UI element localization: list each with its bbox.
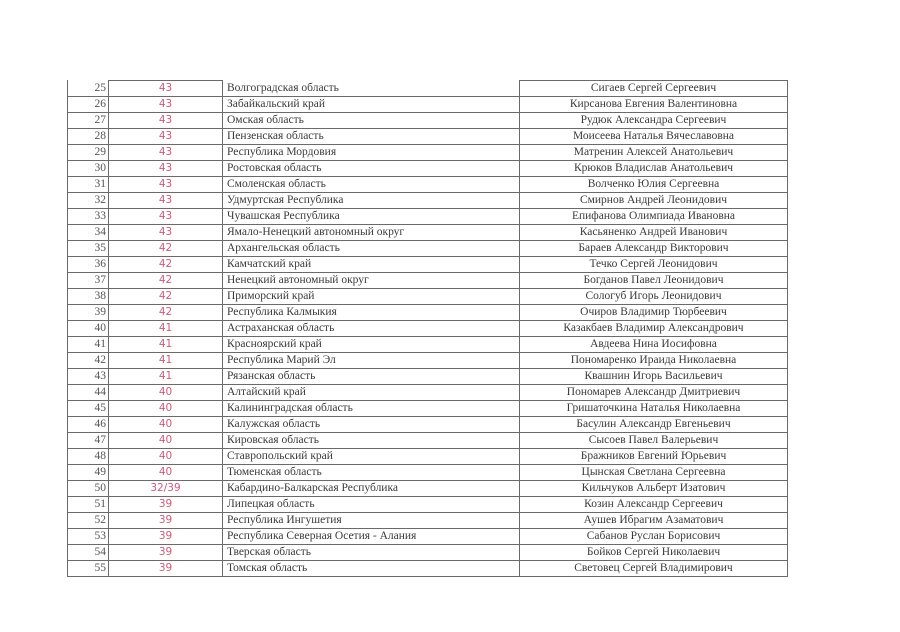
table-row — [68, 257, 788, 273]
score-cell: 43 — [109, 97, 223, 113]
person-name-cell: Сигаев Сергей Сергеевич — [520, 81, 788, 97]
person-name-cell: Касьяненко Андрей Иванович — [520, 225, 788, 241]
region-cell: Тверская область — [223, 545, 520, 561]
score-cell: 40 — [109, 401, 223, 417]
region-cell: Республика Марий Эл — [223, 353, 520, 369]
person-name-cell: Богданов Павел Леонидович — [520, 273, 788, 289]
region-cell: Кабардино-Балкарская Республика — [223, 481, 520, 497]
row-number: 35 — [68, 241, 109, 257]
score-cell: 40 — [109, 385, 223, 401]
region-cell: Приморский край — [223, 289, 520, 305]
score-cell: 43 — [109, 193, 223, 209]
score-cell: 43 — [109, 113, 223, 129]
table-row — [68, 417, 788, 433]
table-row — [68, 145, 788, 161]
region-cell: Волгоградская область — [223, 81, 520, 97]
row-number: 45 — [68, 401, 109, 417]
score-cell: 39 — [109, 545, 223, 561]
person-name-cell: Казакбаев Владимир Александрович — [520, 321, 788, 337]
region-cell: Тюменская область — [223, 465, 520, 481]
table-row — [68, 385, 788, 401]
region-cell: Ненецкий автономный округ — [223, 273, 520, 289]
row-number: 27 — [68, 113, 109, 129]
region-cell: Республика Ингушетия — [223, 513, 520, 529]
table-row — [68, 161, 788, 177]
region-cell: Камчатский край — [223, 257, 520, 273]
region-cell: Калининградская область — [223, 401, 520, 417]
region-cell: Кировская область — [223, 433, 520, 449]
table-row — [68, 337, 788, 353]
row-number: 50 — [68, 481, 109, 497]
table-row — [68, 129, 788, 145]
table-row — [68, 241, 788, 257]
row-number: 47 — [68, 433, 109, 449]
row-number: 43 — [68, 369, 109, 385]
table-row — [68, 449, 788, 465]
table-row — [68, 401, 788, 417]
row-number: 31 — [68, 177, 109, 193]
score-cell: 39 — [109, 497, 223, 513]
region-cell: Алтайский край — [223, 385, 520, 401]
row-number: 46 — [68, 417, 109, 433]
score-cell: 39 — [109, 561, 223, 577]
score-cell: 39 — [109, 513, 223, 529]
person-name-cell: Басулин Александр Евгеньевич — [520, 417, 788, 433]
table-row — [68, 545, 788, 561]
region-cell: Томская область — [223, 561, 520, 577]
region-cell: Красноярский край — [223, 337, 520, 353]
row-number: 36 — [68, 257, 109, 273]
person-name-cell: Волченко Юлия Сергеевна — [520, 177, 788, 193]
row-number: 51 — [68, 497, 109, 513]
row-number: 28 — [68, 129, 109, 145]
person-name-cell: Аушев Ибрагим Азаматович — [520, 513, 788, 529]
table-row — [68, 321, 788, 337]
score-cell: 43 — [109, 177, 223, 193]
row-number: 30 — [68, 161, 109, 177]
score-cell: 40 — [109, 433, 223, 449]
score-cell: 42 — [109, 241, 223, 257]
row-number: 41 — [68, 337, 109, 353]
region-cell: Архангельская область — [223, 241, 520, 257]
row-number: 42 — [68, 353, 109, 369]
table-row — [68, 497, 788, 513]
person-name-cell: Кирсанова Евгения Валентиновна — [520, 97, 788, 113]
region-cell: Ставропольский край — [223, 449, 520, 465]
row-number: 39 — [68, 305, 109, 321]
person-name-cell: Течко Сергей Леонидович — [520, 257, 788, 273]
row-number: 52 — [68, 513, 109, 529]
table-row — [68, 209, 788, 225]
region-cell: Рязанская область — [223, 369, 520, 385]
score-cell: 43 — [109, 145, 223, 161]
score-cell: 41 — [109, 369, 223, 385]
table-row — [68, 529, 788, 545]
region-cell: Астраханская область — [223, 321, 520, 337]
score-cell: 41 — [109, 321, 223, 337]
person-name-cell: Сологуб Игорь Леонидович — [520, 289, 788, 305]
score-cell: 41 — [109, 337, 223, 353]
row-number: 54 — [68, 545, 109, 561]
person-name-cell: Сабанов Руслан Борисович — [520, 529, 788, 545]
person-name-cell: Моисеева Наталья Вячеславовна — [520, 129, 788, 145]
person-name-cell: Световец Сергей Владимирович — [520, 561, 788, 577]
region-cell: Забайкальский край — [223, 97, 520, 113]
row-number: 44 — [68, 385, 109, 401]
region-cell: Республика Калмыкия — [223, 305, 520, 321]
table-row — [68, 273, 788, 289]
region-cell: Калужская область — [223, 417, 520, 433]
person-name-cell: Бойков Сергей Николаевич — [520, 545, 788, 561]
score-cell: 42 — [109, 305, 223, 321]
table-row — [68, 113, 788, 129]
score-cell: 40 — [109, 465, 223, 481]
row-number: 48 — [68, 449, 109, 465]
score-cell: 41 — [109, 353, 223, 369]
score-cell: 40 — [109, 449, 223, 465]
row-number: 37 — [68, 273, 109, 289]
table-row — [68, 369, 788, 385]
person-name-cell: Квашнин Игорь Васильевич — [520, 369, 788, 385]
person-name-cell: Смирнов Андрей Леонидович — [520, 193, 788, 209]
score-cell: 43 — [109, 129, 223, 145]
person-name-cell: Крюков Владислав Анатольевич — [520, 161, 788, 177]
score-cell: 43 — [109, 81, 223, 97]
person-name-cell: Бараев Александр Викторович — [520, 241, 788, 257]
person-name-cell: Очиров Владимир Тюрбеевич — [520, 305, 788, 321]
row-number: 55 — [68, 561, 109, 577]
person-name-cell: Авдеева Нина Иосифовна — [520, 337, 788, 353]
score-cell: 43 — [109, 225, 223, 241]
table-row — [68, 289, 788, 305]
person-name-cell: Цынская Светлана Сергеевна — [520, 465, 788, 481]
table-row — [68, 193, 788, 209]
table-row — [68, 433, 788, 449]
score-cell: 42 — [109, 289, 223, 305]
table-row — [68, 353, 788, 369]
table-row — [68, 305, 788, 321]
person-name-cell: Гришаточкина Наталья Николаевна — [520, 401, 788, 417]
region-cell: Удмуртская Республика — [223, 193, 520, 209]
person-name-cell: Матренин Алексей Анатольевич — [520, 145, 788, 161]
table-row — [68, 81, 788, 97]
ranking-table — [67, 80, 788, 577]
person-name-cell: Кильчуков Альберт Изатович — [520, 481, 788, 497]
person-name-cell: Сысоев Павел Валерьевич — [520, 433, 788, 449]
region-cell: Смоленская область — [223, 177, 520, 193]
region-cell: Пензенская область — [223, 129, 520, 145]
person-name-cell: Епифанова Олимпиада Ивановна — [520, 209, 788, 225]
region-cell: Ямало-Ненецкий автономный округ — [223, 225, 520, 241]
table-row — [68, 97, 788, 113]
row-number: 40 — [68, 321, 109, 337]
region-cell: Республика Северная Осетия - Алания — [223, 529, 520, 545]
score-cell: 32/39 — [109, 481, 223, 497]
table-row — [68, 177, 788, 193]
person-name-cell: Рудюк Александра Сергеевич — [520, 113, 788, 129]
region-cell: Чувашская Республика — [223, 209, 520, 225]
score-cell: 43 — [109, 161, 223, 177]
score-cell: 42 — [109, 257, 223, 273]
table-row — [68, 225, 788, 241]
document-page — [67, 80, 785, 577]
person-name-cell: Козин Александр Сергеевич — [520, 497, 788, 513]
row-number: 49 — [68, 465, 109, 481]
table-row — [68, 481, 788, 497]
region-cell: Омская область — [223, 113, 520, 129]
row-number: 32 — [68, 193, 109, 209]
row-number: 25 — [68, 81, 109, 97]
row-number: 33 — [68, 209, 109, 225]
person-name-cell: Пономаренко Ираида Николаевна — [520, 353, 788, 369]
table-row — [68, 513, 788, 529]
region-cell: Республика Мордовия — [223, 145, 520, 161]
row-number: 26 — [68, 97, 109, 113]
score-cell: 42 — [109, 273, 223, 289]
row-number: 38 — [68, 289, 109, 305]
region-cell: Липецкая область — [223, 497, 520, 513]
table-row — [68, 561, 788, 577]
person-name-cell: Бражников Евгений Юрьевич — [520, 449, 788, 465]
score-cell: 39 — [109, 529, 223, 545]
person-name-cell: Пономарев Александр Дмитриевич — [520, 385, 788, 401]
row-number: 34 — [68, 225, 109, 241]
score-cell: 43 — [109, 209, 223, 225]
region-cell: Ростовская область — [223, 161, 520, 177]
row-number: 53 — [68, 529, 109, 545]
table-row — [68, 465, 788, 481]
ranking-table-body — [68, 81, 788, 577]
row-number: 29 — [68, 145, 109, 161]
score-cell: 40 — [109, 417, 223, 433]
